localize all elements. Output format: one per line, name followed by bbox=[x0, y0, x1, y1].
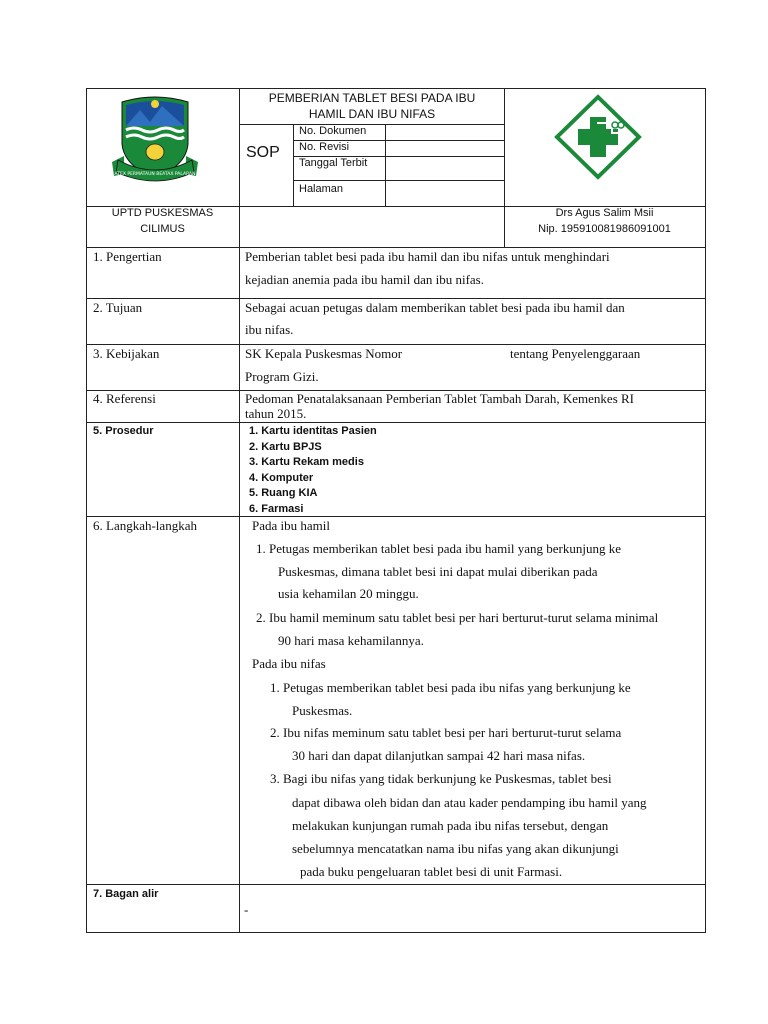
nifas-line: 3. Bagi ibu nifas yang tidak berkunjung ke Puskesmas, tablet besi bbox=[270, 771, 612, 786]
puskesmas-logo bbox=[553, 93, 643, 181]
nifas-heading: Pada ibu nifas bbox=[252, 656, 326, 671]
signer-name: Drs Agus Salim Msii bbox=[555, 207, 654, 219]
meta-no-revisi: No. Revisi bbox=[299, 141, 350, 153]
pengertian-line1: Pemberian tablet besi pada ibu hamil dan ibu nifas untuk menghindari bbox=[245, 249, 610, 264]
org-name-line1: UPTD PUSKESMAS bbox=[111, 207, 214, 219]
list-item: 6. Farmasi bbox=[249, 502, 304, 515]
logo-motto-text: ATEX PERMATAUN BEATAX PALARAN bbox=[114, 172, 196, 177]
nifas-line: Puskesmas. bbox=[292, 703, 353, 718]
hamil-line: usia kehamilan 20 minggu. bbox=[278, 586, 419, 601]
sop-label: SOP bbox=[246, 144, 280, 161]
nifas-line: 30 hari dan dapat dilanjutkan sampai 42 hari masa nifas. bbox=[292, 748, 586, 763]
nifas-line: sebelumnya mencatatkan nama ibu nifas yang akan dikunjungi bbox=[292, 841, 619, 856]
tujuan-line2: ibu nifas. bbox=[245, 322, 294, 337]
list-item: 1. Kartu identitas Pasien bbox=[249, 425, 377, 437]
prosedur-label: 5. Prosedur bbox=[93, 425, 154, 437]
list-item: 4. Komputer bbox=[249, 471, 314, 484]
meta-halaman: Halaman bbox=[299, 183, 344, 195]
document-title-line2: HAMIL DAN IBU NIFAS bbox=[308, 107, 436, 121]
kebijakan-line1a: SK Kepala Puskesmas Nomor bbox=[245, 346, 403, 361]
document-title-line1: PEMBERIAN TABLET BESI PADA IBU bbox=[268, 91, 476, 105]
pengertian-line2: kejadian anemia pada ibu hamil dan ibu nifas. bbox=[245, 272, 484, 287]
nifas-line: dapat dibawa oleh bidan dan atau kader pendamping ibu hamil yang bbox=[292, 795, 647, 810]
meta-tanggal-terbit: Tanggal Terbit bbox=[299, 157, 368, 169]
regency-logo bbox=[110, 92, 200, 188]
hamil-line: 2. Ibu hamil meminum satu tablet besi per hari berturut-turut selama minimal bbox=[256, 610, 659, 625]
nifas-line: melakukan kunjungan rumah pada ibu nifas tersebut, dengan bbox=[292, 818, 609, 833]
kebijakan-label: 3. Kebijakan bbox=[93, 346, 160, 361]
hamil-line: 1. Petugas memberikan tablet besi pada ibu hamil yang berkunjung ke bbox=[256, 541, 621, 556]
org-name-line2: CILIMUS bbox=[140, 223, 185, 235]
langkah-label: 6. Langkah-langkah bbox=[93, 518, 197, 533]
list-item: 2. Kartu BPJS bbox=[249, 440, 322, 453]
nifas-line: 1. Petugas memberikan tablet besi pada ibu nifas yang berkunjung ke bbox=[270, 680, 631, 695]
list-item: 3. Kartu Rekam medis bbox=[249, 456, 364, 468]
bagan-content: - bbox=[244, 902, 249, 917]
pengertian-label: 1. Pengertian bbox=[93, 249, 162, 264]
nifas-line: pada buku pengeluaran tablet besi di unit Farmasi. bbox=[300, 864, 563, 879]
meta-no-dokumen: No. Dokumen bbox=[299, 125, 367, 137]
hamil-line: Puskesmas, dimana tablet besi ini dapat mulai diberikan pada bbox=[278, 564, 598, 579]
tujuan-label: 2. Tujuan bbox=[93, 300, 143, 315]
kebijakan-line1b: tentang Penyelenggaraan bbox=[510, 346, 641, 361]
referensi-line2: tahun 2015. bbox=[245, 406, 307, 421]
prosedur-list bbox=[249, 424, 377, 517]
signer-nip: Nip. 195910081986091001 bbox=[538, 223, 671, 235]
hamil-heading: Pada ibu hamil bbox=[252, 518, 330, 533]
referensi-label: 4. Referensi bbox=[93, 391, 156, 406]
bagan-label: 7. Bagan alir bbox=[93, 888, 159, 900]
tujuan-line1: Sebagai acuan petugas dalam memberikan tablet besi pada ibu hamil dan bbox=[245, 300, 625, 315]
list-item: 5. Ruang KIA bbox=[249, 487, 318, 499]
hamil-line: 90 hari masa kehamilannya. bbox=[278, 633, 424, 648]
referensi-line1: Pedoman Penatalaksanaan Pemberian Tablet Tambah Darah, Kemenkes RI bbox=[245, 391, 635, 406]
nifas-line: 2. Ibu nifas meminum satu tablet besi per hari berturut-turut selama bbox=[270, 725, 622, 740]
kebijakan-line2: Program Gizi. bbox=[245, 369, 319, 384]
